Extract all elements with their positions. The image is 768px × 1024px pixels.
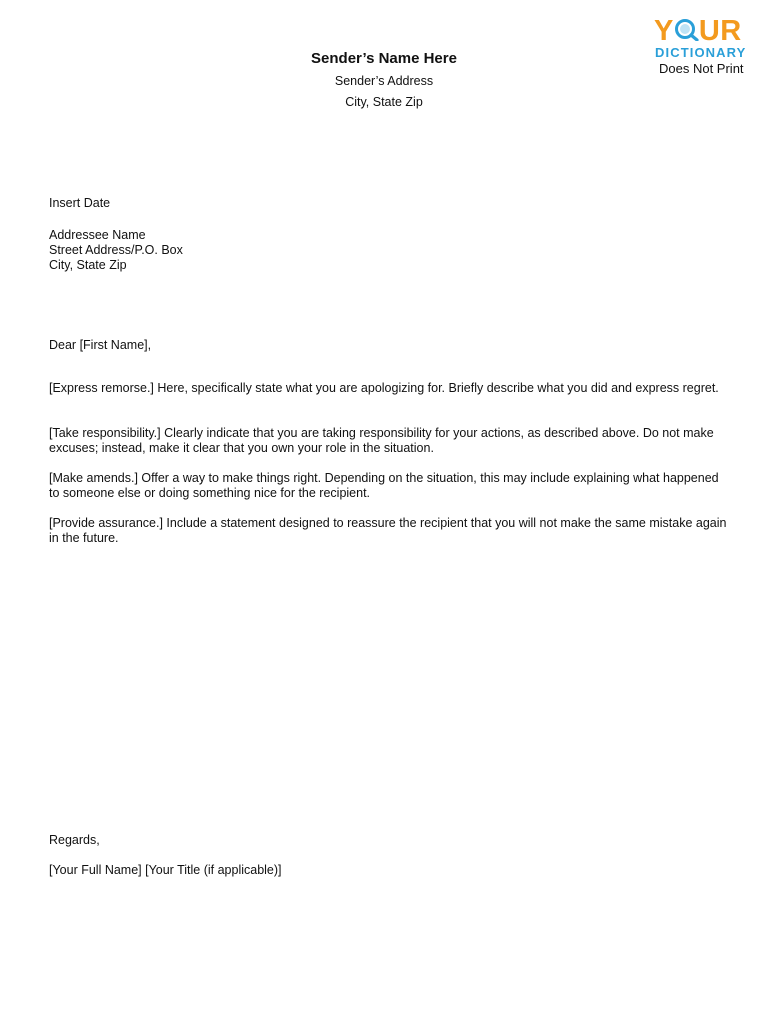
- addressee-street: Street Address/P.O. Box: [49, 243, 183, 257]
- salutation: Dear [First Name],: [49, 338, 152, 352]
- yourdictionary-logo: [654, 16, 750, 60]
- logo-dictionary-text: DICTIONARY: [655, 45, 747, 60]
- closing: Regards,: [49, 833, 100, 847]
- magnifier-icon: [674, 17, 699, 39]
- paragraph-provide-assurance: [Provide assurance.] Include a statement designed to reassure the recipient that you will not make the same mistake again in the future.: [49, 516, 727, 545]
- paragraph-make-amends: [Make amends.] Offer a way to make things right. Depending on the situation, this may include explaining what happened to someone else or doing something nice for the recipient.: [49, 471, 719, 500]
- logo-your-text: Y UR: [654, 15, 742, 47]
- signature: [Your Full Name] [Your Title (if applicable)]: [49, 863, 282, 877]
- letter-date: Insert Date: [49, 196, 111, 210]
- addressee-name: Addressee Name: [49, 228, 146, 242]
- sender-address: Sender’s Address: [334, 74, 434, 88]
- paragraph-take-responsibility: [Take responsibility.] Clearly indicate that you are taking responsibility for your actions, as described above. Do not make excuses; instead, make it clear that you own your role in the situation.: [49, 426, 714, 455]
- does-not-print-note: Does Not Print: [659, 61, 744, 76]
- addressee-city: City, State Zip: [49, 258, 127, 272]
- sender-city: City, State Zip: [345, 95, 423, 109]
- paragraph-express-remorse: [Express remorse.] Here, specifically state what you are apologizing for. Briefly describe what you did and express regret.: [49, 381, 719, 395]
- sender-name: Sender’s Name Here: [311, 50, 457, 67]
